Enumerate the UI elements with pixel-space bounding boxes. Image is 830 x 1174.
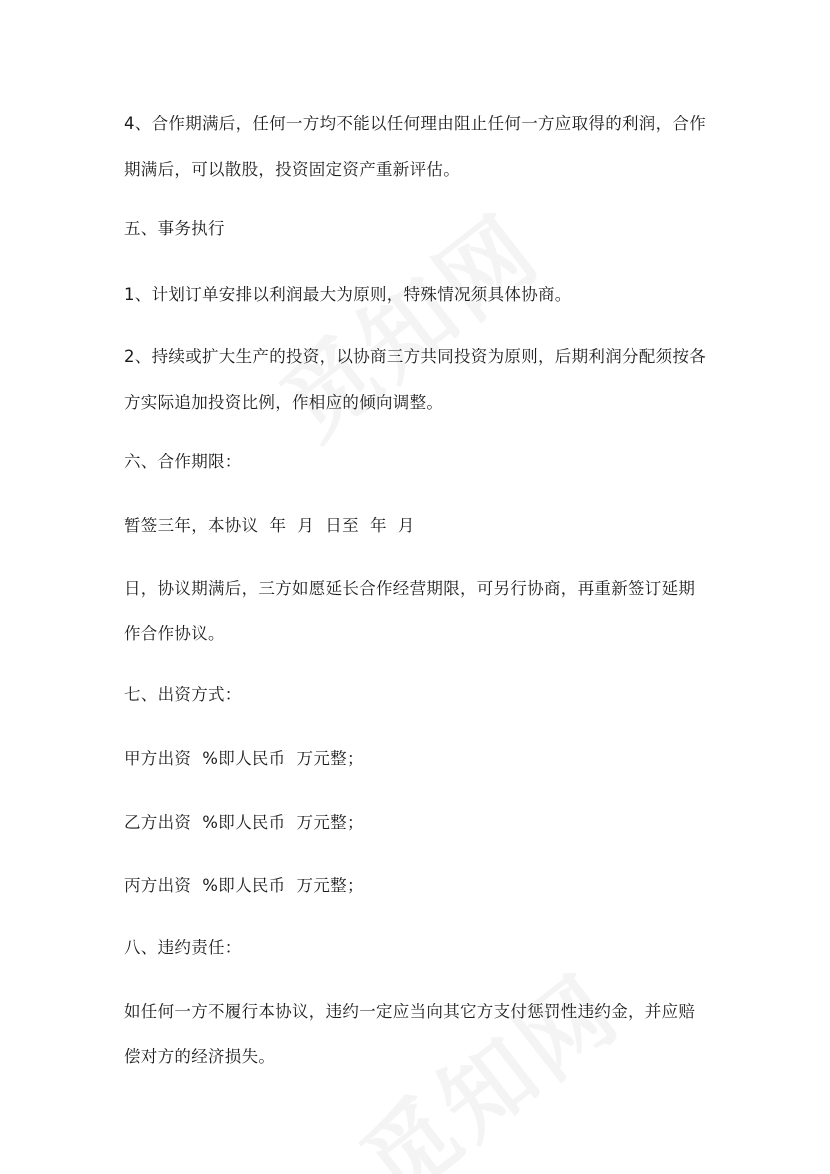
section-heading-6: 六、合作期限： bbox=[124, 452, 242, 471]
section-heading-5: 五、事务执行 bbox=[124, 219, 225, 238]
watermark bbox=[250, 179, 563, 464]
term-line-2: 日，协议期满后，三方如愿延长合作经营期限，可另行协商，再重新签订延期 bbox=[124, 579, 696, 598]
term-line-1: 暂签三年，本协议 年 月 日至 年 月 bbox=[124, 516, 415, 535]
investment-party-c: 丙方出资 %即人民币 万元整； bbox=[124, 876, 364, 895]
investment-party-b: 乙方出资 %即人民币 万元整； bbox=[124, 813, 364, 832]
clause-4-line-1: 4、合作期满后，任何一方均不能以任何理由阻止任何一方应取得的利润，合作 bbox=[124, 114, 706, 133]
breach-line-2: 偿对方的经济损失。 bbox=[124, 1047, 276, 1066]
breach-line-1: 如任何一方不履行本协议，违约一定应当向其它方支付惩罚性违约金，并应赔 bbox=[124, 1002, 696, 1021]
clause-4-line-2: 期满后，可以散股，投资固定资产重新评估。 bbox=[124, 160, 460, 179]
term-line-3: 作合作协议。 bbox=[124, 624, 225, 643]
section-heading-8: 八、违约责任： bbox=[124, 938, 242, 957]
clause-5-2-line-1: 2、持续或扩大生产的投资，以协商三方共同投资为原则，后期利润分配须按各 bbox=[124, 347, 706, 366]
clause-5-2-line-2: 方实际追加投资比例，作相应的倾向调整。 bbox=[124, 393, 444, 412]
investment-party-a: 甲方出资 %即人民币 万元整； bbox=[124, 749, 364, 768]
watermark bbox=[330, 939, 643, 1174]
clause-5-1: 1、计划订单安排以利润最大为原则，特殊情况须具体协商。 bbox=[124, 285, 572, 304]
section-heading-7: 七、出资方式： bbox=[124, 685, 242, 704]
